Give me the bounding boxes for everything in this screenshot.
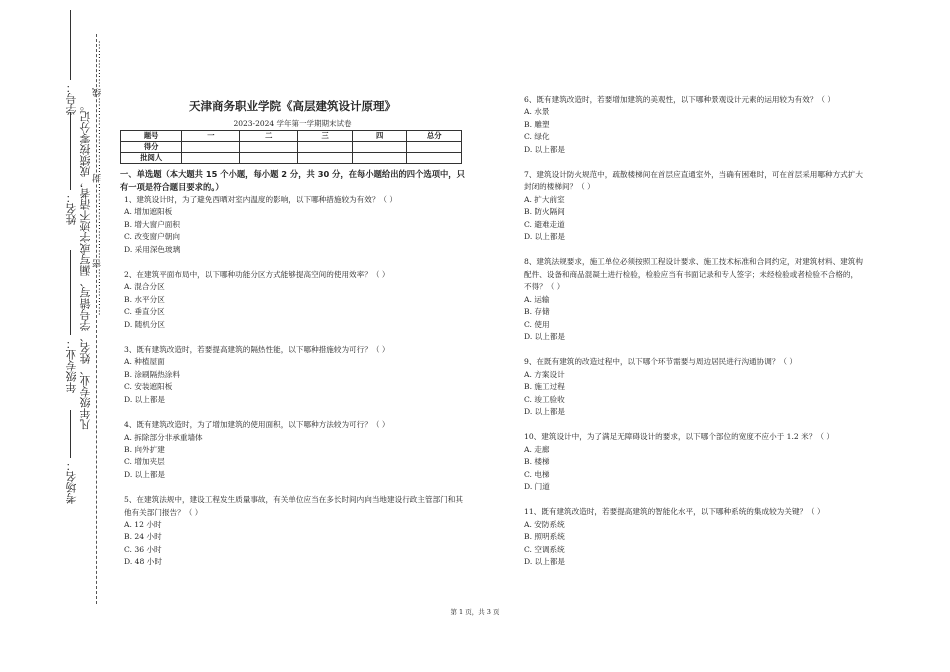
option-c[interactable]: C. 增加夹层: [124, 457, 165, 467]
option-d[interactable]: D. 门道: [524, 481, 550, 491]
option-b[interactable]: B. 防火隔间: [524, 207, 565, 217]
option-b[interactable]: B. 24 小时: [124, 532, 162, 542]
score-header-cell: 总分: [407, 131, 462, 142]
question-text: 7、建筑设计防火规范中，疏散楼梯间在首层应直通室外，当确有困难时，可在首层采用哪种方式扩大封闭的楼梯间？（ ）: [524, 170, 863, 192]
option-a[interactable]: A. 安防系统: [524, 519, 565, 529]
grader-row-label: 批阅人: [121, 153, 182, 164]
option-b[interactable]: B. 存储: [524, 307, 550, 317]
score-header-cell: 三: [298, 131, 353, 142]
option-d[interactable]: D. 以上都是: [524, 331, 566, 341]
name-line: [70, 112, 71, 190]
option-b[interactable]: B. 雕塑: [524, 119, 550, 129]
score-row-label: 得分: [121, 142, 182, 153]
student-id-label: 学号：: [65, 82, 78, 115]
student-id-line: [70, 10, 71, 80]
option-a[interactable]: A. 混合分区: [124, 282, 165, 292]
option-c[interactable]: C. 竣工验收: [524, 394, 565, 404]
option-c[interactable]: C. 避难走道: [524, 219, 565, 229]
question-text: 4、既有建筑改造时，为了增加建筑的使用面积，以下哪种方法较为可行？（ ）: [124, 420, 390, 430]
grader-cell[interactable]: [298, 153, 353, 164]
section-heading: 一、单选题（本大题共 15 个小题，每小题 2 分，共 30 分，在每小题给出的四个选项中，只有一项是符合题目要求的。）: [120, 169, 465, 192]
option-a[interactable]: A. 增加遮阳板: [124, 207, 173, 217]
option-c[interactable]: C. 36 小时: [124, 544, 162, 554]
option-d[interactable]: D. 以上都是: [524, 406, 566, 416]
option-b[interactable]: B. 照明系统: [524, 532, 565, 542]
option-c[interactable]: C. 安装遮阳板: [124, 382, 173, 392]
score-header-cell: 题号: [121, 131, 182, 142]
question-block: [524, 506, 864, 568]
class-line: [70, 250, 71, 335]
option-a[interactable]: A. 水景: [524, 107, 550, 117]
option-c[interactable]: C. 电梯: [524, 469, 550, 479]
option-d[interactable]: D. 以上都是: [524, 557, 566, 566]
score-header-cell: 一: [182, 131, 240, 142]
score-header-cell: 二: [240, 131, 298, 142]
option-a[interactable]: A. 运输: [524, 294, 550, 304]
seal-line-text: ……………密……………………封……………………线……………: [93, 40, 103, 316]
question-text: 2、在建筑平面布局中，以下哪种功能分区方式能够提高空间的使用效率？（ ）: [124, 270, 390, 280]
question-block: [124, 419, 464, 481]
question-block: [124, 494, 464, 568]
option-a[interactable]: A. 方案设计: [524, 369, 565, 379]
option-d[interactable]: D. 以上都是: [524, 232, 566, 242]
questions-right-column: [524, 94, 864, 568]
exam-site-label: 考场名：: [65, 460, 78, 504]
option-b[interactable]: B. 向外扩建: [124, 444, 165, 454]
page-footer: 第 1 页，共 3 页: [450, 608, 500, 616]
questions-left-column: [124, 194, 464, 569]
option-b[interactable]: B. 水平分区: [124, 294, 165, 304]
option-c[interactable]: C. 垂直分区: [124, 307, 165, 317]
option-b[interactable]: B. 施工过程: [524, 382, 565, 392]
question-block: [124, 269, 464, 331]
option-b[interactable]: B. 楼梯: [524, 457, 550, 467]
question-text: 9、在既有建筑的改造过程中，以下哪个环节需要与周边居民进行沟通协调？（ ）: [524, 357, 798, 367]
question-text: 8、建筑法规要求，施工单位必须按照工程设计要求、施工技术标准和合同约定，对建筑材料、建筑构配件、设备和商品混凝土进行检验，检验应当有书面记录和专人签字；未经检验或者检验不合格的，不得？（ ）: [524, 257, 863, 292]
score-cell[interactable]: [352, 142, 407, 153]
option-d[interactable]: D. 以上都是: [524, 144, 566, 154]
grader-cell[interactable]: [407, 153, 462, 164]
score-table-header-row: [121, 131, 462, 142]
score-header-cell: 四: [352, 131, 407, 142]
class-label: 年级专业：: [65, 338, 78, 393]
exam-subtitle: 2023-2024 学年第一学期期末试卷: [233, 119, 352, 128]
grader-row: [121, 153, 462, 164]
score-cell[interactable]: [407, 142, 462, 153]
question-block: [124, 194, 464, 256]
grader-cell[interactable]: [352, 153, 407, 164]
score-cell[interactable]: [298, 142, 353, 153]
option-b[interactable]: B. 涂刷隔热涂料: [124, 369, 180, 379]
exam-site-line: [70, 410, 71, 458]
option-d[interactable]: D. 随机分区: [124, 319, 166, 329]
grader-cell[interactable]: [240, 153, 298, 164]
question-block: [524, 169, 864, 243]
question-text: 6、既有建筑改造时，若要增加建筑的美观性，以下哪种景观设计元素的运用较为有效？（ ）: [524, 95, 835, 104]
option-a[interactable]: A. 走廊: [524, 444, 550, 454]
question-block: [524, 356, 864, 418]
grader-cell[interactable]: [182, 153, 240, 164]
option-d[interactable]: D. 采用深色玻璃: [124, 244, 181, 254]
grading-notice: 凡年级专业、姓名、学号错写、漏写或字迹不清者，成绩按零分记。: [79, 100, 92, 430]
option-b[interactable]: B. 增大窗户面积: [124, 219, 180, 229]
option-d[interactable]: D. 以上都是: [124, 469, 166, 479]
option-d[interactable]: D. 48 小时: [124, 557, 162, 567]
option-a[interactable]: A. 扩大前室: [524, 194, 565, 204]
name-label: 姓名：: [65, 192, 78, 225]
option-a[interactable]: A. 种植屋面: [124, 357, 165, 367]
seal-dashed-line: [96, 34, 97, 604]
question-text: 3、既有建筑改造时，若要提高建筑的隔热性能，以下哪种措施较为可行？（ ）: [124, 345, 390, 355]
score-table: [120, 130, 462, 164]
option-d[interactable]: D. 以上都是: [124, 394, 166, 404]
exam-title: 天津商务职业学院《高层建筑设计原理》: [189, 99, 396, 113]
option-c[interactable]: C. 使用: [524, 319, 550, 329]
question-block: [524, 256, 864, 343]
question-text: 1、建筑设计时，为了避免西晒对室内温度的影响，以下哪种措施较为有效？（ ）: [124, 195, 398, 204]
score-cell[interactable]: [182, 142, 240, 153]
score-row: [121, 142, 462, 153]
question-block: [524, 431, 864, 493]
question-text: 5、在建筑法规中，建设工程发生质量事故，有关单位应当在多长时间内向当地建设行政主管部门和其他有关部门报告？（ ）: [124, 495, 463, 517]
option-c[interactable]: C. 改变窗户朝向: [124, 232, 180, 242]
question-text: 11、既有建筑改造时，若要提高建筑的智能化水平，以下哪种系统的集成较为关键？（ ）: [524, 507, 825, 517]
question-block: [524, 94, 864, 156]
question-block: [124, 344, 464, 406]
option-c[interactable]: C. 空调系统: [524, 544, 565, 554]
score-cell[interactable]: [240, 142, 298, 153]
option-a[interactable]: A. 拆除部分非承重墙体: [124, 432, 203, 442]
option-c[interactable]: C. 绿化: [524, 132, 550, 142]
option-a[interactable]: A. 12 小时: [124, 519, 162, 529]
question-text: 10、建筑设计中，为了满足无障碍设计的要求，以下哪个部位的宽度不应小于 1.2 米？（ ）: [524, 432, 834, 442]
